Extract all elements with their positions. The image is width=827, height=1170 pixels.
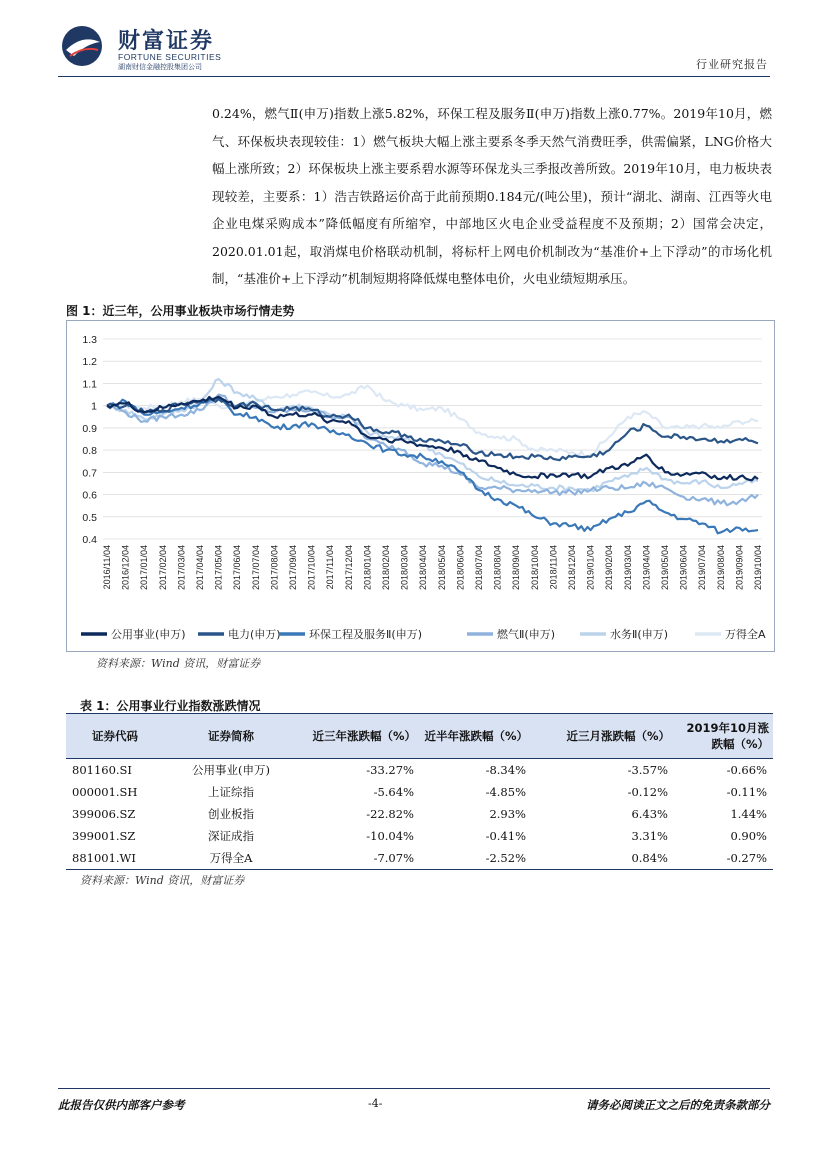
table-cell: 000001.SH — [72, 785, 138, 799]
x-tick-label: 2017/09/04 — [288, 545, 298, 591]
table-cell: -0.66% — [726, 763, 767, 777]
table-cell: -4.85% — [485, 785, 526, 799]
table-cell: -0.27% — [726, 851, 767, 865]
line-chart — [67, 321, 774, 651]
x-tick-label: 2018/03/04 — [399, 545, 410, 591]
table-cell: 881001.WI — [72, 851, 136, 865]
x-tick-label: 2019/07/04 — [697, 545, 708, 591]
y-tick-label: 1.1 — [82, 378, 97, 391]
x-tick-label: 2019/02/04 — [604, 545, 615, 591]
table-cell: 公用事业(申万) — [192, 763, 270, 777]
y-tick-label: 0.8 — [82, 445, 97, 458]
x-tick-label: 2017/06/04 — [232, 545, 243, 591]
x-tick-label: 2017/08/04 — [269, 545, 280, 591]
x-tick-label: 2016/12/04 — [120, 545, 131, 591]
table-cell: 深证成指 — [208, 829, 254, 843]
legend-label: 环保工程及服务Ⅱ(申万) — [309, 628, 422, 641]
legend-label: 万得全A — [725, 628, 766, 641]
table-header-row — [66, 714, 773, 759]
table-cell: -8.34% — [485, 763, 526, 777]
table-cell: -22.82% — [366, 807, 414, 821]
table-row — [66, 781, 773, 803]
x-tick-label: 2017/02/04 — [157, 545, 168, 591]
table-cell: 0.84% — [631, 851, 668, 865]
x-tick-label: 2018/09/04 — [511, 545, 522, 591]
x-tick-label: 2017/11/04 — [325, 545, 336, 590]
page-header — [58, 18, 770, 77]
y-tick-label: 0.6 — [82, 489, 97, 502]
table-cell: -7.07% — [373, 851, 414, 865]
x-tick-label: 2017/10/04 — [306, 545, 317, 591]
y-tick-label: 1.3 — [82, 334, 97, 346]
table-cell: 上证综指 — [208, 785, 254, 799]
page-footer — [58, 1088, 770, 1112]
table-row — [66, 825, 773, 847]
x-tick-label: 2017/07/04 — [250, 545, 261, 591]
x-tick-label: 2019/05/04 — [660, 545, 670, 591]
legend-label: 水务Ⅱ(申万) — [610, 628, 668, 641]
figure-source: 资料来源：Wind 资讯，财富证券 — [96, 657, 261, 670]
x-tick-label: 2019/08/04 — [715, 545, 726, 591]
x-tick-label: 2016/11/04 — [102, 545, 112, 590]
table-cell: 0.90% — [730, 829, 767, 843]
table-row — [66, 759, 773, 782]
y-tick-label: 0.9 — [82, 422, 97, 435]
table-cell: -0.41% — [485, 829, 526, 843]
table-header-cell: 近三月涨跌幅（%） — [532, 714, 674, 759]
x-tick-label: 2019/03/04 — [622, 545, 633, 591]
table-cell: -3.57% — [627, 763, 668, 777]
table-cell: 1.44% — [730, 807, 767, 821]
table-header-cell: 近半年涨跌幅（%） — [420, 714, 532, 759]
page-number: -4- — [368, 1097, 383, 1110]
table-cell: 6.43% — [631, 807, 668, 821]
table-title: 表 1：公用事业行业指数涨跌情况 — [80, 699, 261, 713]
table-cell: 2.93% — [489, 807, 526, 821]
legend-label: 电力(申万) — [228, 628, 281, 641]
x-tick-label: 2018/12/04 — [567, 545, 577, 591]
table-cell: 399001.SZ — [72, 829, 136, 843]
table-cell: -2.52% — [485, 851, 526, 865]
x-tick-label: 2018/05/04 — [436, 545, 447, 591]
table-source: 资料来源：Wind 资讯，财富证券 — [80, 874, 245, 887]
table-cell: 801160.SI — [72, 763, 132, 777]
table-cell: 399006.SZ — [72, 807, 136, 821]
legend-label: 燃气Ⅱ(申万) — [497, 628, 555, 641]
y-tick-label: 1 — [91, 400, 97, 413]
table-cell: 创业板指 — [208, 807, 254, 821]
y-tick-label: 0.4 — [82, 534, 97, 546]
table-cell: -5.64% — [373, 785, 414, 799]
x-tick-label: 2019/09/04 — [734, 545, 745, 591]
footer-disclaimer-right: 请务必阅读正文之后的免责条款部分 — [586, 1098, 770, 1112]
table-header-cell: 证券简称 — [164, 714, 298, 759]
x-tick-label: 2019/04/04 — [641, 545, 652, 591]
brand-name-cn: 财富证券 — [118, 29, 215, 54]
brand-subtitle: 湖南财信金融控股集团公司 — [118, 63, 202, 71]
index-performance-table — [66, 713, 773, 870]
fortune-securities-logo — [60, 24, 104, 68]
x-tick-label: 2017/05/04 — [213, 545, 224, 591]
x-tick-label: 2018/04/04 — [418, 545, 429, 591]
table-cell: -0.11% — [726, 785, 767, 799]
x-tick-label: 2019/10/04 — [753, 545, 763, 591]
table-cell: 万得全A — [209, 851, 253, 865]
table-cell: 3.31% — [631, 829, 668, 843]
y-tick-label: 0.5 — [82, 511, 97, 524]
chart-container — [66, 320, 775, 652]
table-row — [66, 847, 773, 870]
body-paragraph-text: 0.24%，燃气Ⅱ(申万)指数上涨5.82%，环保工程及服务Ⅱ(申万)指数上涨0.77%。2019年10月，燃气、环保板块表现较佳：1）燃气板块大幅上涨主要系冬季天然气消费旺季，供需偏紧，LNG价格大幅上涨所致；2）环保板块上涨主要系碧水源等环保龙头三季报改善所致。2019年10月，电力板块表现较差，主要系：1）浩吉铁路运价高于此前预期0.184元/(吨公里)，预计“湖北、湖南、江西等火电企业电煤采购成本”降低幅度有所缩窄，中部地区火电企业受益程度不及预期；2）国常会决定，2020.01.01起，取消煤电价格联动机制，将标杆上网电价机制改为“基准价+上下浮动”的市场化机制，“基准价+上下浮动”机制短期将降低煤电整体电价，火电业绩短期承压。 — [212, 106, 772, 286]
x-tick-label: 2018/10/04 — [529, 545, 540, 591]
report-type: 行业研究报告 — [696, 58, 768, 71]
footer-disclaimer-left: 此报告仅供内部客户参考 — [58, 1098, 185, 1112]
table-cell: -10.04% — [366, 829, 414, 843]
x-tick-label: 2019/01/04 — [585, 545, 596, 591]
x-tick-label: 2017/12/04 — [343, 545, 354, 591]
x-tick-label: 2018/01/04 — [362, 545, 373, 591]
x-tick-label: 2018/08/04 — [492, 545, 503, 591]
brand-name-en: FORTUNE SECURITIES — [118, 52, 222, 62]
x-tick-label: 2017/04/04 — [195, 545, 205, 591]
table-header-cell: 证券代码 — [66, 714, 164, 759]
x-tick-label: 2018/07/04 — [474, 545, 484, 591]
x-tick-label: 2017/01/04 — [139, 545, 150, 591]
table-header-cell: 2019年10月涨跌幅（%） — [674, 714, 773, 759]
table-header-cell: 近三年涨跌幅（%） — [298, 714, 420, 759]
body-paragraph — [212, 100, 772, 293]
x-tick-label: 2019/06/04 — [678, 545, 689, 591]
figure-title: 图 1：近三年，公用事业板块市场行情走势 — [66, 304, 295, 318]
legend-label: 公用事业(申万) — [111, 628, 186, 641]
table-row — [66, 803, 773, 825]
table-cell: -0.12% — [627, 785, 668, 799]
table-cell: -33.27% — [366, 763, 414, 777]
x-tick-label: 2018/11/04 — [548, 545, 559, 590]
x-tick-label: 2018/02/04 — [381, 545, 391, 591]
y-tick-label: 1.2 — [82, 356, 97, 369]
x-tick-label: 2018/06/04 — [455, 545, 466, 591]
x-tick-label: 2017/03/04 — [176, 545, 187, 591]
y-tick-label: 0.7 — [82, 467, 97, 480]
